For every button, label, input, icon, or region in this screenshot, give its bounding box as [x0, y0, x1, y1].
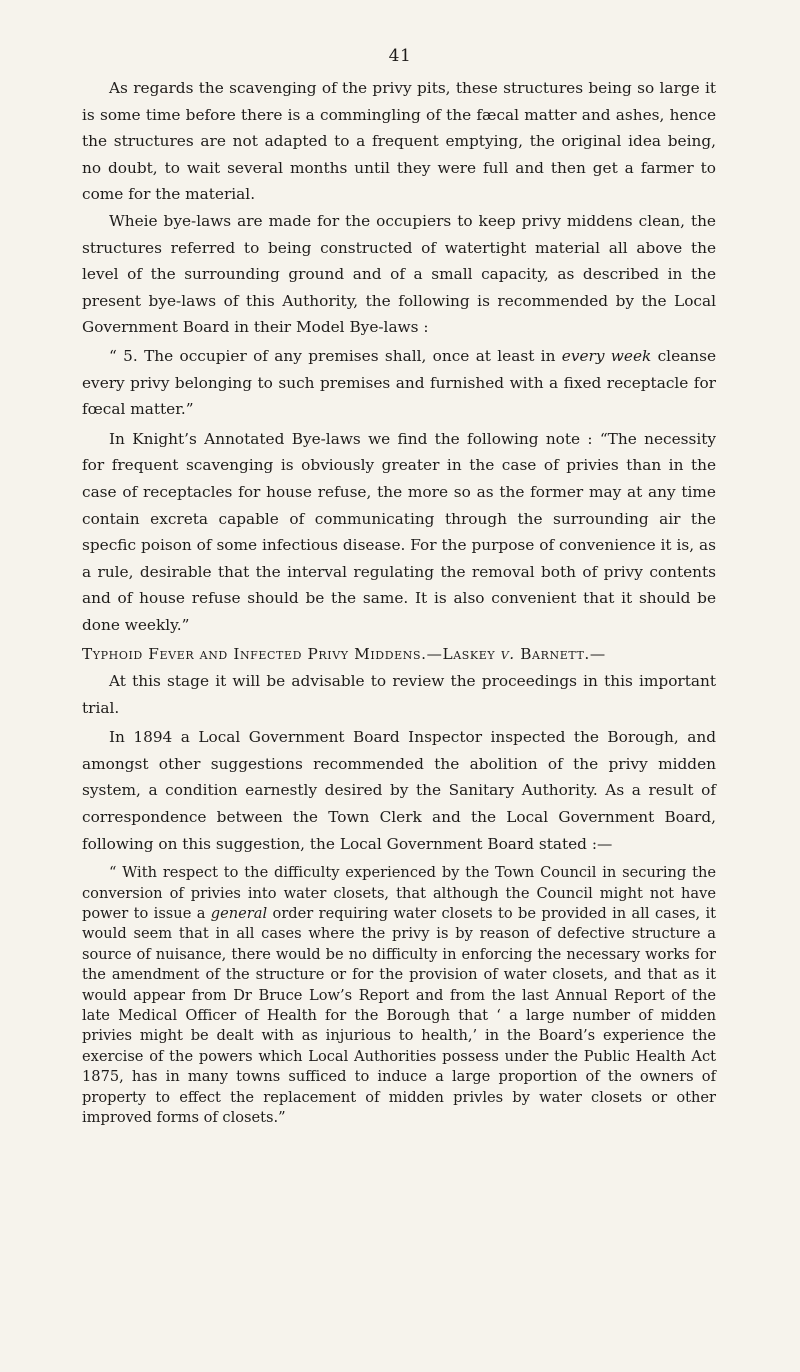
section-heading — [82, 641, 716, 668]
paragraph-knights-note: In Knight’s Annotated Bye-laws we find the following note : “The necessity for frequent scavenging is obviously greater in the case of privies than in the case of receptacles for house refuse, the more so as the former may at any time contain excreta capable of communicating through the surrounding air the specfic poison of some infectious disease. For the purpose of convenience it is, as a rule, desirable that the interval regulating the removal both of privy contents and of house refuse should be the same. It is also convenient that it should be done weekly.” — [82, 429, 716, 634]
paragraph-review-trial: At this stage it will be advisable to review the proceedings in this important trial. — [82, 672, 716, 717]
heading-text-start: Typhoid Fever and Infected Privy Middens.—Laskey — [82, 645, 501, 664]
statement-text-end: order requiring water closets to be provided in all cases, it would seem that in all cases where the privy is by reason of defective structure a source of nuisance, there would be no difficulty in enforcing the necessary works for the amendment of the structure or for the provision of water closets, and that as it would appear from Dr Bruce Low’s Report and from the last Annual Report of the late Medical Officer of Health for the Borough that ‘ a large number of midden privies might be dealt with as injurious to health,’ in the Board’s experience the exercise of the powers which Local Authorities possess under the Public Health Act 1875, has in many towns sufficed to induce a large proportion of the owners of property to effect the replacement of midden privles by water closets or other improved forms of closets.” — [82, 905, 716, 1127]
page-number: 41 — [388, 46, 412, 66]
statement-text-start: “ With respect to the difficulty experienced by the Town Council in securing the conversion of privies into water closets, that although the Council might not have power to issue a — [82, 864, 716, 923]
paragraph-inspection-1894: In 1894 a Local Government Board Inspector inspected the Borough, and amongst other suggestions recommended the abolition of the privy midden system, a condition earnestly desired by the Sanitary Authority. As a result of correspondence between the Town Clerk and the Local Government Board, following on this suggestion, the Local Government Board stated :— — [82, 728, 716, 853]
body-text — [82, 75, 716, 1129]
quote-emphasis: every week — [561, 346, 652, 365]
statement-emphasis: general — [210, 905, 268, 923]
board-statement-quote — [82, 863, 716, 1128]
paragraph-bye-laws: Wheie bye-laws are made for the occupiers to keep privy middens clean, the structures referred to being constructed of watertight material all above the level of the surrounding ground and of a small capacity, as described in the present bye-laws of this Authority, the following is recommended by the Local Government Board in their Model Bye-laws : — [82, 211, 716, 337]
quote-text-start: “ 5. The occupier of any premises shall, once at least in — [109, 346, 562, 365]
paragraph-model-bye-law-quote — [82, 343, 716, 423]
heading-text-end: Barnett.— — [514, 645, 606, 664]
heading-versus: v. — [500, 645, 515, 664]
paragraph-privy-pits: As regards the scavenging of the privy pits, these structures being so large it is some time before there is a commingling of the fæcal matter and ashes, hence the structures are not adapted to a frequent emptying, the original idea being, no doubt, to wait several months until they were full and then get a farmer to come for the material. — [82, 79, 716, 204]
paragraph-board-statement — [82, 863, 716, 1128]
quote-text-end: cleanse every privy belonging to such premises and furnished with a fixed receptacle for fœcal matter.” — [82, 346, 716, 419]
